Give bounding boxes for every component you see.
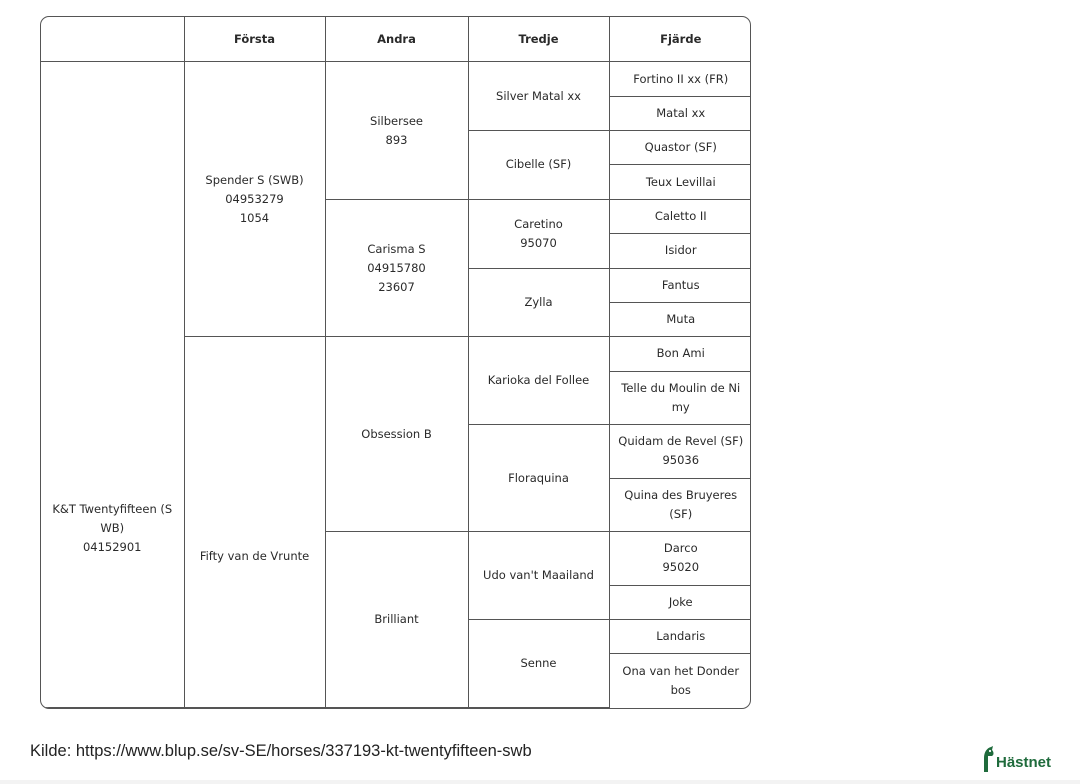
tredje-2-cell: [468, 131, 609, 200]
bottom-divider: [0, 780, 1080, 784]
tredje-6-cell: [468, 425, 609, 532]
fjarde-13-cell: [609, 532, 751, 586]
andra-1-name: Silbersee: [370, 113, 423, 128]
fjarde-8-name: Muta: [666, 312, 696, 327]
fjarde-7-cell: [609, 268, 751, 302]
fjarde-2-cell: [609, 96, 751, 130]
tredje-2-name: Cibelle (SF): [505, 157, 572, 172]
fjarde-8-cell: [609, 302, 751, 336]
tredje-1-cell: [468, 62, 609, 131]
fjarde-2-name: Matal xx: [656, 105, 706, 120]
fjarde-15-cell: [609, 620, 751, 654]
andra-2-name: Carisma S: [367, 241, 426, 256]
tredje-7-cell: [468, 532, 609, 620]
hastnet-logo: [981, 744, 1051, 772]
header-row: [41, 17, 751, 62]
fjarde-12-cell: [609, 478, 751, 532]
fjarde-14-cell: [609, 585, 751, 619]
andra-1-number: 893: [385, 132, 408, 147]
fjarde-16-cell: [609, 654, 751, 708]
tredje-4-name: Zylla: [524, 294, 553, 309]
andra-2-number: 23607: [378, 279, 415, 294]
tredje-4-cell: [468, 268, 609, 337]
fjarde-3-name: Quastor (SF): [644, 140, 717, 155]
header-subject: [41, 17, 184, 62]
granddam-2-cell: [325, 532, 468, 708]
andra-2-reg: 04915780: [367, 260, 426, 275]
fjarde-12-line2: (SF): [669, 506, 693, 521]
fjarde-14-name: Joke: [668, 594, 693, 609]
source-caption: Kilde: https://www.blup.se/sv-SE/horses/337193-kt-twentyfifteen-swb: [30, 742, 532, 760]
tredje-3-cell: [468, 199, 609, 268]
sire-name: Spender S (SWB): [205, 172, 304, 187]
tredje-1-name: Silver Matal xx: [496, 88, 581, 103]
sire-cell: [184, 62, 325, 337]
horse-head-icon: [981, 746, 995, 772]
fjarde-11-name: Quidam de Revel (SF): [618, 434, 744, 449]
andra-3-name: Obsession B: [361, 426, 432, 441]
fjarde-7-name: Fantus: [661, 277, 700, 292]
fjarde-3-cell: [609, 131, 751, 165]
subject-name-line2: WB): [100, 521, 125, 536]
fjarde-5-cell: [609, 199, 751, 233]
fjarde-11-cell: [609, 425, 751, 479]
fjarde-16-line2: bos: [670, 682, 691, 697]
tredje-3-number: 95070: [520, 235, 557, 250]
fjarde-15-name: Landaris: [656, 629, 706, 644]
tredje-5-cell: [468, 337, 609, 425]
fjarde-6-cell: [609, 234, 751, 268]
fjarde-5-name: Caletto II: [654, 209, 707, 223]
sire-reg: 04953279: [225, 191, 284, 206]
tredje-5-name: Karioka del Follee: [487, 373, 590, 388]
tredje-8-name: Senne: [520, 656, 557, 670]
header-tredje: Tredje: [468, 17, 609, 62]
sire-number: 1054: [239, 210, 270, 225]
tredje-7-name: Udo van't Maailand: [483, 568, 594, 583]
fjarde-13-number: 95020: [662, 560, 700, 575]
header-forsta: Första: [184, 17, 325, 62]
tredje-3-name: Caretino: [514, 216, 563, 231]
fjarde-9-cell: [609, 337, 751, 371]
subject-id: 04152901: [82, 540, 142, 555]
fjarde-10-line1: Telle du Moulin de Ni: [621, 380, 741, 395]
fjarde-4-cell: [609, 165, 751, 199]
fjarde-11-number: 95036: [662, 453, 700, 468]
fjarde-10-line2: my: [671, 399, 690, 414]
fjarde-1-name: Fortino II xx (FR): [633, 71, 729, 86]
fjarde-16-line1: Ona van het Donder: [622, 663, 740, 678]
pedigree-table: [40, 16, 751, 709]
tredje-6-name: Floraquina: [508, 470, 569, 485]
tredje-8-cell: [468, 620, 609, 708]
grandsire-1-cell: [325, 62, 468, 199]
granddam-1-cell: [325, 199, 468, 336]
subject-cell: [41, 62, 184, 708]
fjarde-12-line1: Quina des Bruyeres: [624, 487, 738, 502]
header-andra: Andra: [325, 17, 468, 62]
subject-name-line1: K&T Twentyfifteen (S: [52, 502, 173, 517]
andra-4-name: Brilliant: [374, 612, 419, 627]
logo-text: Hästnet: [996, 754, 1052, 771]
dam-cell: [184, 337, 325, 708]
fjarde-10-cell: [609, 371, 751, 425]
fjarde-13-name: Darco: [663, 541, 698, 556]
fjarde-9-name: Bon Ami: [656, 346, 705, 361]
grandsire-2-cell: [325, 337, 468, 532]
header-fjarde: Fjärde: [609, 17, 751, 62]
fjarde-4-name: Teux Levillai: [645, 174, 716, 189]
dam-name: Fifty van de Vrunte: [199, 548, 310, 563]
fjarde-1-cell: [609, 62, 751, 96]
fjarde-6-name: Isidor: [664, 243, 697, 258]
